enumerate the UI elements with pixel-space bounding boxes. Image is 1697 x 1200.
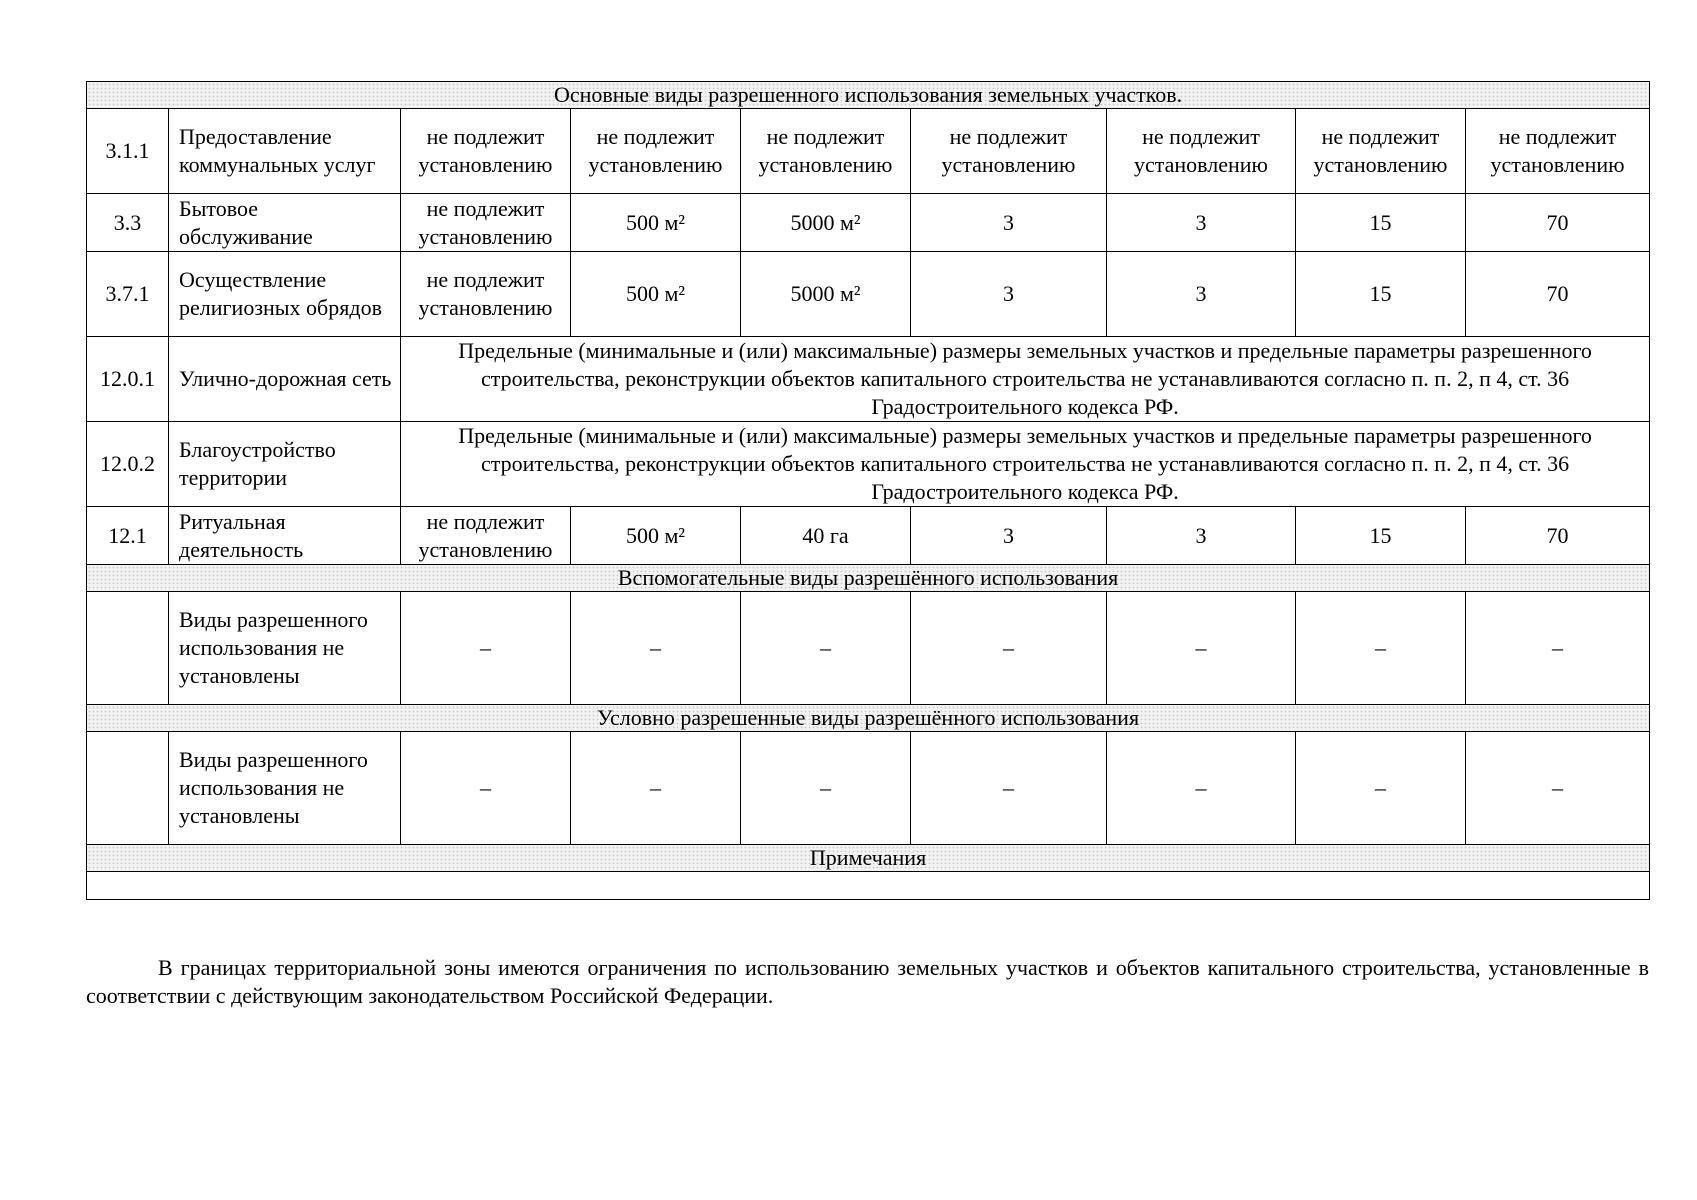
section-title: Условно разрешенные виды разрешённого использования: [87, 705, 1650, 732]
notes-row: [87, 872, 1650, 900]
merged-note: Предельные (минимальные и (или) максимальные) размеры земельных участков и предельные параметры разрешенного строительства, реконструкции объектов капитального строительства не устанавливаются согласно п. п. 2, п 4, ст. 36 Градостроительного кодекса РФ.: [401, 337, 1650, 422]
row-value: не подлежит установлению: [911, 109, 1107, 194]
row-value: –: [401, 592, 571, 705]
row-value: 3: [1107, 194, 1296, 252]
row-code: 3.7.1: [87, 252, 169, 337]
footnote-paragraph: В границах территориальной зоны имеются ограничения по использованию земельных участков и объектов капитального строительства, установленные в соответствии с действующим законодательством Российской Федерации.: [86, 955, 1649, 1008]
row-value: не подлежит установлению: [741, 109, 911, 194]
row-value: не подлежит установлению: [401, 252, 571, 337]
row-value: 70: [1466, 507, 1650, 565]
row-value: не подлежит установлению: [401, 194, 571, 252]
row-name: Виды разрешенного использования не установлены: [169, 732, 401, 845]
section-header-main: [87, 82, 1650, 109]
row-name: Ритуальная деятельность: [169, 507, 401, 565]
table-row: [87, 337, 1650, 422]
row-name: Виды разрешенного использования не установлены: [169, 592, 401, 705]
section-title: Примечания: [87, 845, 1650, 872]
row-value: 3: [911, 252, 1107, 337]
row-value: 70: [1466, 194, 1650, 252]
row-value: –: [571, 592, 741, 705]
land-use-table: [86, 81, 1650, 900]
row-value: –: [911, 592, 1107, 705]
row-value: не подлежит установлению: [401, 109, 571, 194]
table-row: [87, 732, 1650, 845]
row-value: –: [571, 732, 741, 845]
row-value: 3: [1107, 252, 1296, 337]
row-value: 3: [911, 194, 1107, 252]
row-value: 5000 м²: [741, 252, 911, 337]
row-value: 15: [1296, 252, 1466, 337]
row-value: 70: [1466, 252, 1650, 337]
row-value: –: [1296, 592, 1466, 705]
row-value: 3: [1107, 507, 1296, 565]
row-value: не подлежит установлению: [401, 507, 571, 565]
table-row: [87, 422, 1650, 507]
row-value: –: [1107, 592, 1296, 705]
row-value: 500 м²: [571, 252, 741, 337]
table-row: [87, 194, 1650, 252]
row-value: 500 м²: [571, 507, 741, 565]
row-value: –: [741, 592, 911, 705]
row-value: 15: [1296, 194, 1466, 252]
row-value: –: [911, 732, 1107, 845]
notes-cell: [87, 872, 1650, 900]
row-name: Осуществление религиозных обрядов: [169, 252, 401, 337]
row-value: не подлежит установлению: [571, 109, 741, 194]
section-title: Вспомогательные виды разрешённого использования: [87, 565, 1650, 592]
section-header-notes: [87, 845, 1650, 872]
row-value: –: [401, 732, 571, 845]
row-value: 5000 м²: [741, 194, 911, 252]
row-name: Бытовое обслуживание: [169, 194, 401, 252]
row-name: Благоустройство территории: [169, 422, 401, 507]
row-code: 12.0.1: [87, 337, 169, 422]
row-name: Улично-дорожная сеть: [169, 337, 401, 422]
row-value: 500 м²: [571, 194, 741, 252]
row-code: 3.1.1: [87, 109, 169, 194]
row-value: 40 га: [741, 507, 911, 565]
row-value: –: [1466, 592, 1650, 705]
table-row: [87, 109, 1650, 194]
row-code: [87, 732, 169, 845]
row-code: 12.0.2: [87, 422, 169, 507]
row-value: не подлежит установлению: [1296, 109, 1466, 194]
row-name: Предоставление коммунальных услуг: [169, 109, 401, 194]
row-code: [87, 592, 169, 705]
table-row: [87, 507, 1650, 565]
table-row: [87, 252, 1650, 337]
merged-note: Предельные (минимальные и (или) максимальные) размеры земельных участков и предельные параметры разрешенного строительства, реконструкции объектов капитального строительства не устанавливаются согласно п. п. 2, п 4, ст. 36 Градостроительного кодекса РФ.: [401, 422, 1650, 507]
row-value: 3: [911, 507, 1107, 565]
row-value: –: [741, 732, 911, 845]
row-value: не подлежит установлению: [1107, 109, 1296, 194]
row-value: не подлежит установлению: [1466, 109, 1650, 194]
row-value: –: [1466, 732, 1650, 845]
section-title: Основные виды разрешенного использования земельных участков.: [87, 82, 1650, 109]
row-value: –: [1296, 732, 1466, 845]
row-value: 15: [1296, 507, 1466, 565]
section-header-conditional: [87, 705, 1650, 732]
table-row: [87, 592, 1650, 705]
row-code: 12.1: [87, 507, 169, 565]
row-value: –: [1107, 732, 1296, 845]
section-header-auxiliary: [87, 565, 1650, 592]
row-code: 3.3: [87, 194, 169, 252]
